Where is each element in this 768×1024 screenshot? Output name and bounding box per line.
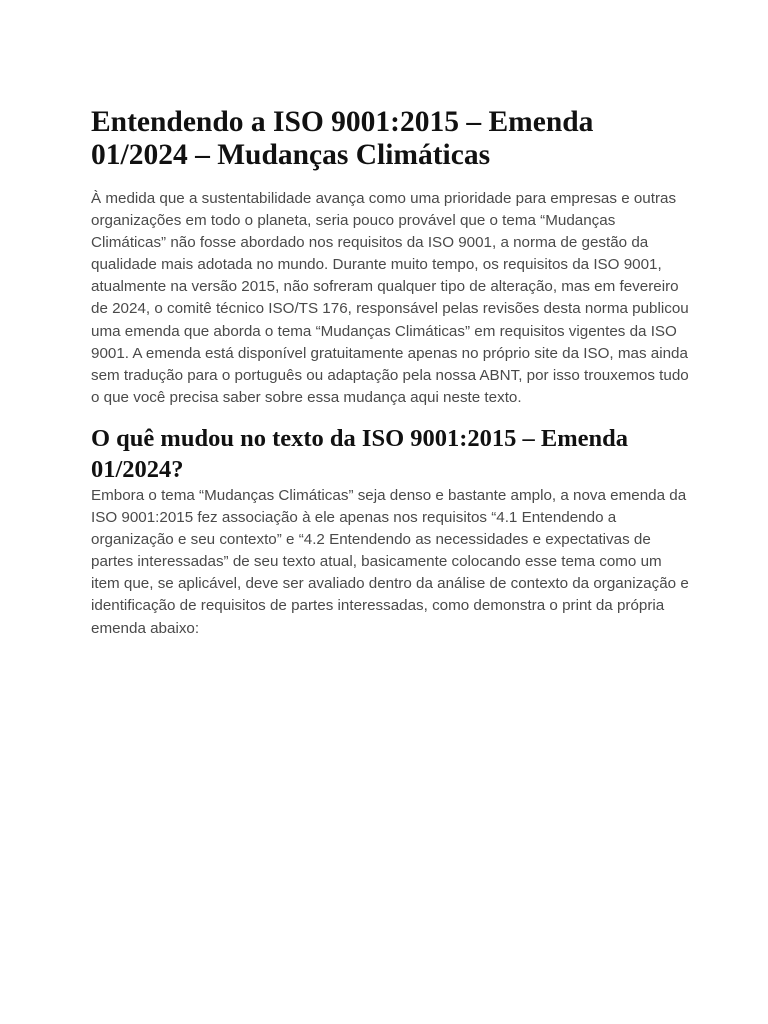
section-heading: O quê mudou no texto da ISO 9001:2015 – Emenda 01/2024? [91, 424, 629, 483]
intro-paragraph: À medida que a sustentabilidade avança como uma prioridade para empresas e outras organizações em todo o planeta, seria pouco provável que o tema “Mudanças Climáticas” não fosse abordado nos requisitos da ISO 9001, a norma de gestão da qualidade mais adotada no mundo. Durante muito tempo, os requisitos da ISO 9001, atualmente na versão 2015, não sofreram qualquer tipo de alteração, mas em fevereiro de 2024, o comitê técnico ISO/TS 176, responsável pelas revisões desta norma publicou uma emenda que aborda o tema “Mudanças Climáticas” em requisitos vigentes da ISO 9001. A emenda está disponível gratuitamente apenas no próprio site da ISO, mas ainda sem tradução para o português ou adaptação pela nossa ABNT, por isso trouxemos tudo o que você precisa saber sobre essa mudança aqui neste texto. [91, 190, 689, 406]
article-title: Entendendo a ISO 9001:2015 – Emenda 01/2024 – Mudanças Climáticas [91, 106, 594, 171]
document-page [91, 100, 691, 640]
section-paragraph: Embora o tema “Mudanças Climáticas” seja denso e bastante amplo, a nova emenda da ISO 9001:2015 fez associação à ele apenas nos requisitos “4.1 Entendendo a organização e seu contexto” e “4.2 Entendendo as necessidades e expectativas de partes interessadas” de seu texto atual, basicamente colocando esse tema como um item que, se aplicável, deve ser avaliado dentro da análise de contexto da organização e identificação de requisitos de partes interessadas, como demonstra o print da própria emenda abaixo: [91, 486, 689, 637]
